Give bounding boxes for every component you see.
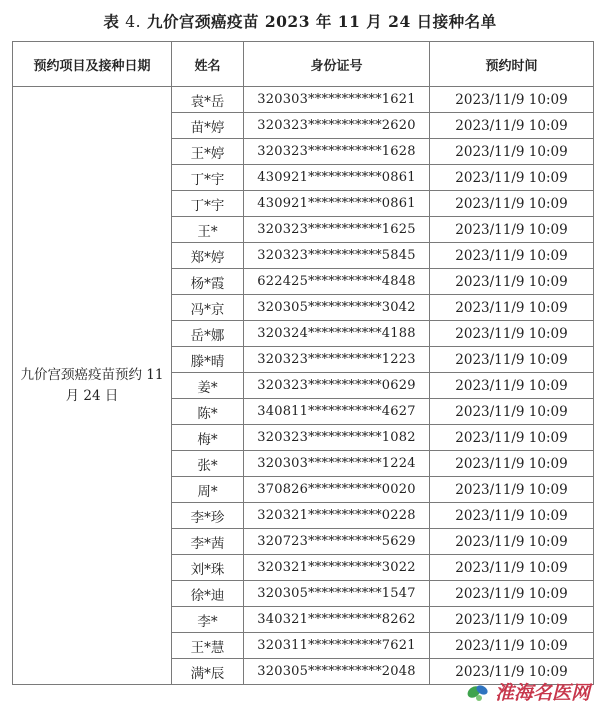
name-cell: 袁*岳 [172,87,244,113]
name-cell: 李* [172,607,244,633]
id-number-cell: 320323***********2620 [244,113,430,139]
appointment-time-cell: 2023/11/9 10:09 [430,191,594,217]
id-number-cell: 320303***********1621 [244,87,430,113]
name-cell: 满*辰 [172,659,244,685]
appointment-time-cell: 2023/11/9 10:09 [430,581,594,607]
id-number-cell: 320311***********7621 [244,633,430,659]
name-cell: 郑*婷 [172,243,244,269]
id-number-cell: 320305***********2048 [244,659,430,685]
vaccination-list-table [12,41,594,685]
id-number-cell: 320723***********5629 [244,529,430,555]
name-cell: 姜* [172,373,244,399]
header-project-date: 预约项目及接种日期 [13,42,172,87]
name-cell: 滕*晴 [172,347,244,373]
name-cell: 李*珍 [172,503,244,529]
green-blue-leaf-logo-icon [465,679,491,703]
appointment-time-cell: 2023/11/9 10:09 [430,243,594,269]
table-row [13,87,594,113]
header-id-number: 身份证号 [244,42,430,87]
id-number-cell: 320323***********1223 [244,347,430,373]
title-prefix: 表 [103,12,120,31]
appointment-time-cell: 2023/11/9 10:09 [430,113,594,139]
watermark [465,678,590,704]
id-number-cell: 320321***********3022 [244,555,430,581]
id-number-cell: 320324***********4188 [244,321,430,347]
name-cell: 苗*婷 [172,113,244,139]
name-cell: 周* [172,477,244,503]
table-body [13,87,594,685]
appointment-time-cell: 2023/11/9 10:09 [430,295,594,321]
appointment-time-cell: 2023/11/9 10:09 [430,633,594,659]
appointment-time-cell: 2023/11/9 10:09 [430,269,594,295]
id-number-cell: 430921***********0861 [244,165,430,191]
appointment-time-cell: 2023/11/9 10:09 [430,399,594,425]
id-number-cell: 320323***********1628 [244,139,430,165]
appointment-time-cell: 2023/11/9 10:09 [430,347,594,373]
appointment-time-cell: 2023/11/9 10:09 [430,373,594,399]
name-cell: 丁*宇 [172,191,244,217]
appointment-time-cell: 2023/11/9 10:09 [430,321,594,347]
id-number-cell: 320323***********5845 [244,243,430,269]
id-number-cell: 370826***********0020 [244,477,430,503]
name-cell: 梅* [172,425,244,451]
id-number-cell: 320305***********1547 [244,581,430,607]
name-cell: 王*婷 [172,139,244,165]
id-number-cell: 340321***********8262 [244,607,430,633]
name-cell: 张* [172,451,244,477]
appointment-time-cell: 2023/11/9 10:09 [430,425,594,451]
appointment-time-cell: 2023/11/9 10:09 [430,477,594,503]
id-number-cell: 340811***********4627 [244,399,430,425]
id-number-cell: 320321***********0228 [244,503,430,529]
title-number: 4. [125,13,142,31]
appointment-time-cell: 2023/11/9 10:09 [430,139,594,165]
appointment-time-cell: 2023/11/9 10:09 [430,659,594,685]
name-cell: 王*慧 [172,633,244,659]
project-date-cell: 九价宫颈癌疫苗预约 11 月 24 日 [13,87,172,685]
title-text: 九价宫颈癌疫苗 2023 年 11 月 24 日接种名单 [146,12,497,31]
name-cell: 李*茜 [172,529,244,555]
appointment-time-cell: 2023/11/9 10:09 [430,607,594,633]
appointment-time-cell: 2023/11/9 10:09 [430,503,594,529]
name-cell: 岳*娜 [172,321,244,347]
name-cell: 徐*迪 [172,581,244,607]
id-number-cell: 320323***********1625 [244,217,430,243]
appointment-time-cell: 2023/11/9 10:09 [430,87,594,113]
watermark-text: 淮海名医网 [494,681,590,704]
header-appointment-time: 预约时间 [430,42,594,87]
id-number-cell: 320305***********3042 [244,295,430,321]
table-header-row [13,42,594,87]
name-cell: 杨*霞 [172,269,244,295]
id-number-cell: 430921***********0861 [244,191,430,217]
appointment-time-cell: 2023/11/9 10:09 [430,217,594,243]
name-cell: 冯*京 [172,295,244,321]
appointment-time-cell: 2023/11/9 10:09 [430,555,594,581]
id-number-cell: 622425***********4848 [244,269,430,295]
name-cell: 陈* [172,399,244,425]
id-number-cell: 320303***********1224 [244,451,430,477]
document-title [0,10,600,32]
appointment-time-cell: 2023/11/9 10:09 [430,529,594,555]
id-number-cell: 320323***********1082 [244,425,430,451]
name-cell: 王* [172,217,244,243]
appointment-time-cell: 2023/11/9 10:09 [430,451,594,477]
name-cell: 丁*宇 [172,165,244,191]
header-name: 姓名 [172,42,244,87]
appointment-time-cell: 2023/11/9 10:09 [430,165,594,191]
name-cell: 刘*珠 [172,555,244,581]
id-number-cell: 320323***********0629 [244,373,430,399]
